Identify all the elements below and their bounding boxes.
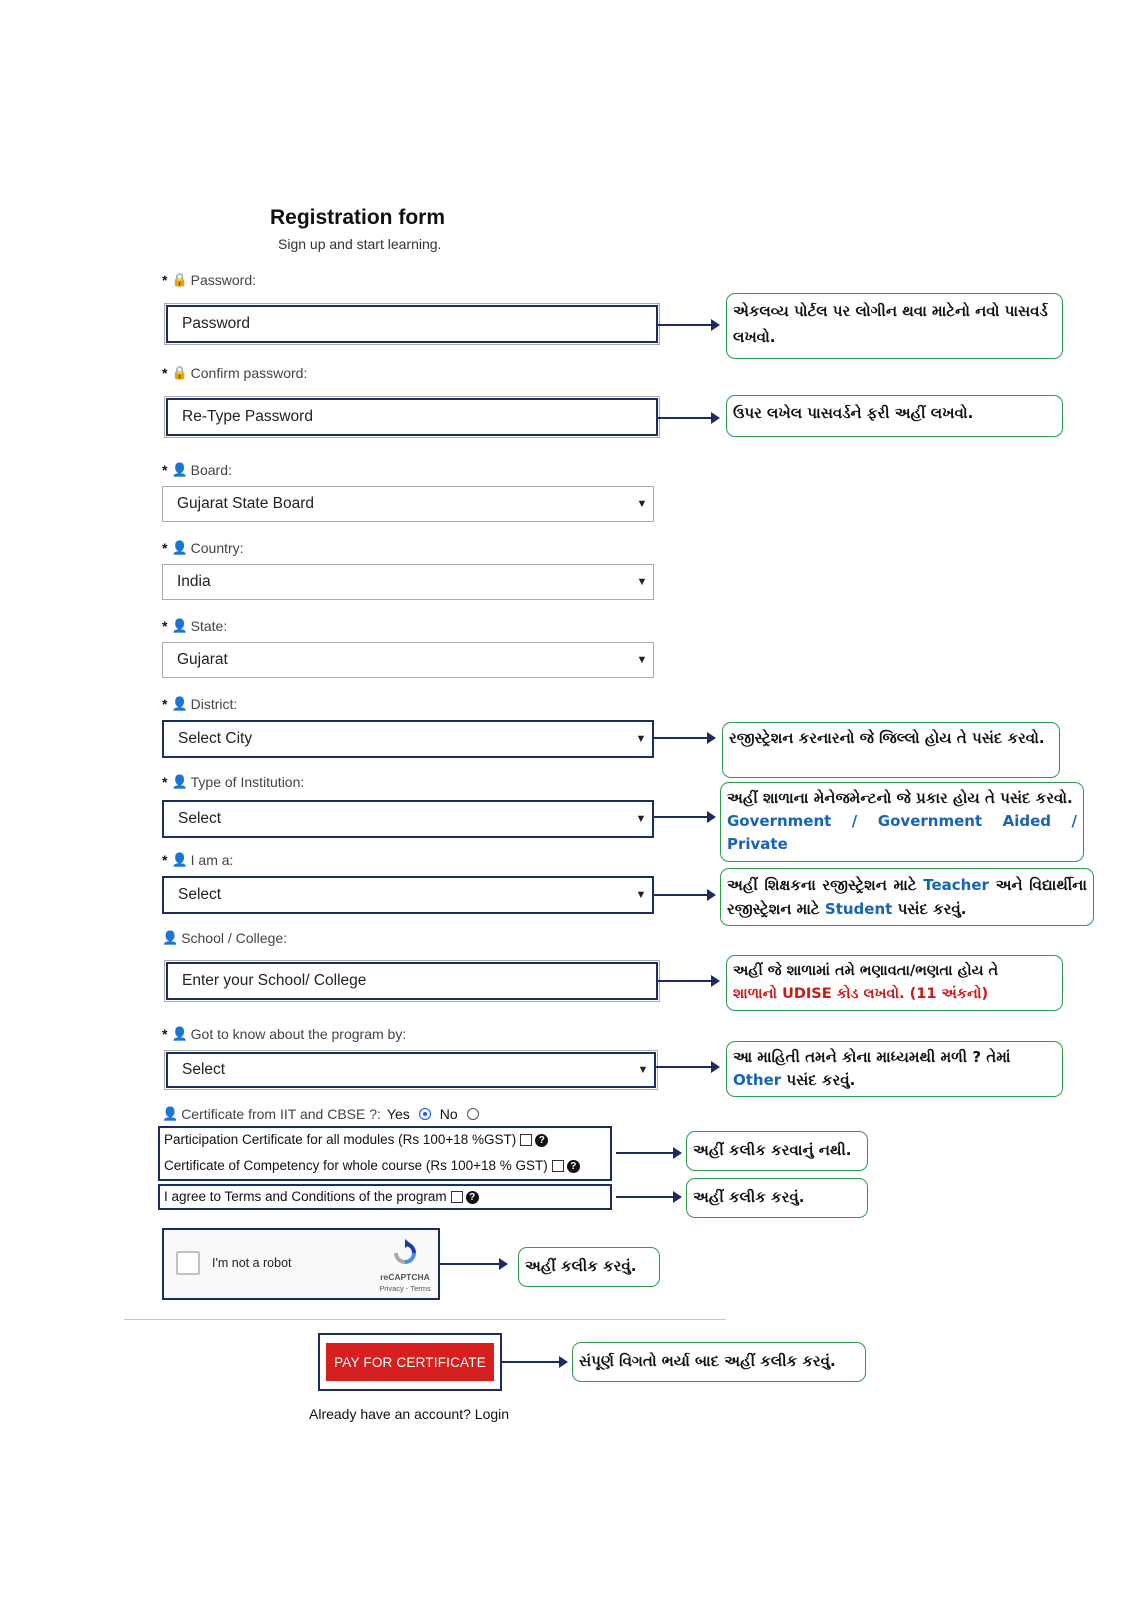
confirm-password-input[interactable] bbox=[166, 398, 658, 436]
country-value: India bbox=[177, 573, 211, 590]
iam-label-text: I am a: bbox=[190, 852, 234, 868]
user-icon: 👤 bbox=[162, 930, 179, 945]
recaptcha-links[interactable]: Privacy - Terms bbox=[379, 1284, 431, 1293]
required-mark: * bbox=[162, 365, 168, 381]
page-subtitle: Sign up and start learning. bbox=[278, 236, 442, 252]
chevron-down-icon: ▼ bbox=[636, 576, 648, 588]
confirm-password-label bbox=[162, 365, 307, 381]
login-link[interactable]: Already have an account? Login bbox=[309, 1406, 510, 1422]
board-label bbox=[162, 462, 232, 478]
arrow-connector bbox=[658, 417, 718, 419]
country-label-text: Country: bbox=[190, 540, 244, 556]
state-label-text: State: bbox=[190, 618, 228, 634]
annotation-source-text: આ માહિતી તમને કોના માધ્યમથી મળી ? તેમાં bbox=[733, 1048, 1011, 1066]
recaptcha-checkbox[interactable] bbox=[176, 1251, 200, 1275]
radio-no[interactable] bbox=[467, 1108, 479, 1120]
arrow-connector bbox=[502, 1361, 566, 1363]
school-label-text: School / College: bbox=[181, 930, 288, 946]
annotation-password: એકલવ્ય પોર્ટલ પર લોગીન થવા માટેનો નવો પાસવર્ડ લખવો. bbox=[726, 293, 1063, 359]
source-select[interactable] bbox=[166, 1052, 656, 1088]
password-label bbox=[162, 272, 256, 288]
user-icon: 👤 bbox=[171, 462, 188, 477]
annotation-source-other: Other bbox=[733, 1071, 782, 1089]
board-value: Gujarat State Board bbox=[177, 495, 314, 512]
confirm-password-label-text: Confirm password: bbox=[190, 365, 308, 381]
user-icon: 👤 bbox=[171, 540, 188, 555]
board-select[interactable] bbox=[162, 486, 654, 522]
chevron-down-icon: ▼ bbox=[637, 1064, 649, 1076]
password-label-text: Password: bbox=[190, 272, 256, 288]
arrow-connector bbox=[656, 1066, 718, 1068]
recaptcha-widget bbox=[162, 1228, 440, 1300]
competency-text: Certificate of Competency for whole course (Rs 100+18 % GST) bbox=[164, 1158, 548, 1173]
annotation-school-text: અહીં જે શાળામાં તમે ભણાવતા/ભણતા હોય તે bbox=[733, 963, 999, 979]
recaptcha-logo-icon bbox=[390, 1238, 420, 1268]
annotation-school-udise: શાળાનો UDISE કોડ લખવો. (11 અંકનો) bbox=[733, 986, 989, 1002]
lock-icon: 🔒 bbox=[171, 365, 188, 380]
school-placeholder: Enter your School/ College bbox=[182, 972, 367, 989]
terms-checkbox[interactable] bbox=[451, 1191, 463, 1203]
annotation-institution-options: Government / Government Aided / Private bbox=[727, 812, 1077, 853]
source-label bbox=[162, 1026, 406, 1042]
certificate-question bbox=[162, 1106, 479, 1122]
competency-checkbox[interactable] bbox=[552, 1160, 564, 1172]
password-placeholder: Password bbox=[182, 315, 251, 332]
competency-option bbox=[164, 1158, 580, 1173]
divider bbox=[124, 1319, 726, 1320]
arrow-connector bbox=[654, 737, 714, 739]
iam-select[interactable] bbox=[162, 876, 654, 914]
annotation-iam bbox=[720, 868, 1094, 926]
district-select[interactable] bbox=[162, 720, 654, 758]
user-icon: 👤 bbox=[171, 1026, 188, 1041]
annotation-terms: અહીં કલીક કરવું. bbox=[686, 1178, 868, 1218]
annotation-institution bbox=[720, 782, 1084, 862]
arrow-connector bbox=[616, 1152, 680, 1154]
arrow-connector bbox=[658, 324, 718, 326]
user-icon: 👤 bbox=[162, 1106, 179, 1121]
required-mark: * bbox=[162, 618, 168, 634]
school-input[interactable] bbox=[166, 962, 658, 1000]
password-input[interactable] bbox=[166, 305, 658, 343]
annotation-iam-part: અને વિદ્યાર્થીના રજીસ્ટ્રેશન માટે bbox=[727, 876, 1087, 918]
help-icon[interactable]: ? bbox=[567, 1160, 580, 1173]
arrow-connector bbox=[658, 980, 718, 982]
participation-checkbox[interactable] bbox=[520, 1134, 532, 1146]
pay-for-certificate-button[interactable]: PAY FOR CERTIFICATE bbox=[326, 1343, 494, 1381]
required-mark: * bbox=[162, 272, 168, 288]
district-value: Select City bbox=[178, 730, 253, 747]
lock-icon: 🔒 bbox=[171, 272, 188, 287]
user-icon: 👤 bbox=[171, 774, 188, 789]
state-value: Gujarat bbox=[177, 651, 228, 668]
radio-yes-label: Yes bbox=[386, 1106, 410, 1122]
annotation-iam-part: પસંદ કરવું. bbox=[897, 900, 967, 918]
chevron-down-icon: ▼ bbox=[635, 733, 647, 745]
district-label-text: District: bbox=[190, 696, 238, 712]
annotation-school bbox=[726, 955, 1063, 1011]
participation-option bbox=[164, 1132, 548, 1147]
state-label bbox=[162, 618, 227, 634]
district-label bbox=[162, 696, 237, 712]
recaptcha-label: I'm not a robot bbox=[212, 1256, 292, 1270]
chevron-down-icon: ▼ bbox=[635, 813, 647, 825]
page-title: Registration form bbox=[270, 206, 446, 229]
institution-value: Select bbox=[178, 810, 222, 827]
user-icon: 👤 bbox=[171, 696, 188, 711]
source-value: Select bbox=[182, 1061, 226, 1078]
annotation-iam-student: Student bbox=[824, 900, 893, 918]
arrow-connector bbox=[654, 816, 714, 818]
school-label bbox=[162, 930, 287, 946]
recaptcha-brand: reCAPTCHA bbox=[380, 1272, 430, 1282]
certificate-question-text: Certificate from IIT and CBSE ?: bbox=[181, 1106, 381, 1122]
annotation-district: રજીસ્ટ્રેશન કરનારનો જે જિલ્લો હોય તે પસંદ કરવો. bbox=[722, 722, 1060, 778]
user-icon: 👤 bbox=[171, 618, 188, 633]
chevron-down-icon: ▼ bbox=[636, 498, 648, 510]
iam-label bbox=[162, 852, 233, 868]
confirm-password-placeholder: Re-Type Password bbox=[182, 408, 313, 425]
annotation-confirm-password: ઉપર લખેલ પાસવર્ડને ફરી અહીં લખવો. bbox=[726, 395, 1063, 437]
institution-label-text: Type of Institution: bbox=[190, 774, 305, 790]
required-mark: * bbox=[162, 1026, 168, 1042]
required-mark: * bbox=[162, 462, 168, 478]
chevron-down-icon: ▼ bbox=[635, 889, 647, 901]
user-icon: 👤 bbox=[171, 852, 188, 867]
country-label bbox=[162, 540, 244, 556]
annotation-certificate: અહીં કલીક કરવાનું નથી. bbox=[686, 1131, 868, 1171]
arrow-connector bbox=[440, 1263, 506, 1265]
required-mark: * bbox=[162, 774, 168, 790]
annotation-source-text: પસંદ કરવું. bbox=[786, 1071, 856, 1089]
source-label-text: Got to know about the program by: bbox=[190, 1026, 407, 1042]
annotation-iam-part: અહીં શિક્ષકના રજીસ્ટ્રેશન માટે bbox=[727, 876, 917, 894]
required-mark: * bbox=[162, 852, 168, 868]
arrow-connector bbox=[616, 1196, 680, 1198]
arrow-connector bbox=[654, 894, 714, 896]
help-icon[interactable]: ? bbox=[466, 1191, 479, 1204]
annotation-source bbox=[726, 1041, 1063, 1097]
radio-yes[interactable] bbox=[419, 1108, 431, 1120]
terms-text: I agree to Terms and Conditions of the program bbox=[164, 1189, 447, 1204]
annotation-institution-text: અહીં શાળાના મેનેજમેન્ટનો જે પ્રકાર હોય તે પસંદ કરવો. bbox=[727, 789, 1073, 807]
annotation-iam-teacher: Teacher bbox=[923, 876, 989, 894]
radio-no-label: No bbox=[439, 1106, 458, 1122]
institution-select[interactable] bbox=[162, 800, 654, 838]
participation-text: Participation Certificate for all modules (Rs 100+18 %GST) bbox=[164, 1132, 517, 1147]
help-icon[interactable]: ? bbox=[535, 1134, 548, 1147]
state-select[interactable] bbox=[162, 642, 654, 678]
country-select[interactable] bbox=[162, 564, 654, 600]
institution-label bbox=[162, 774, 304, 790]
iam-value: Select bbox=[178, 886, 222, 903]
chevron-down-icon: ▼ bbox=[636, 654, 648, 666]
annotation-pay: સંપૂર્ણ વિગતો ભર્યા બાદ અહીં કલીક કરવું. bbox=[572, 1342, 866, 1382]
board-label-text: Board: bbox=[190, 462, 232, 478]
annotation-captcha: અહીં કલીક કરવું. bbox=[518, 1247, 660, 1287]
required-mark: * bbox=[162, 540, 168, 556]
required-mark: * bbox=[162, 696, 168, 712]
terms-option bbox=[164, 1189, 479, 1204]
